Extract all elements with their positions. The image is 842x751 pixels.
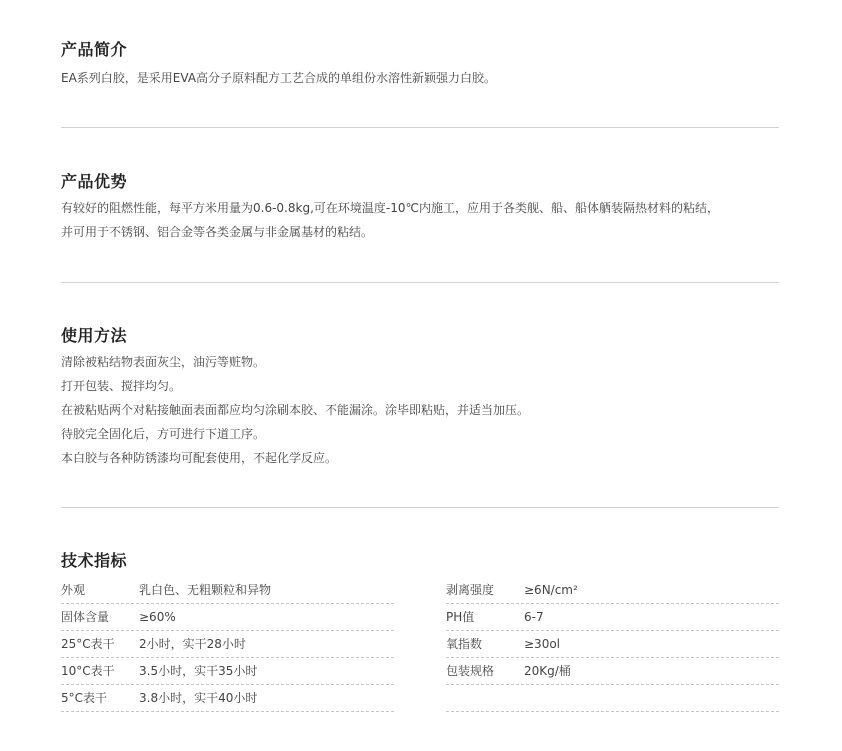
spec-value: 3.5小时，实干35小时 [139,664,258,678]
spec-value: 3.8小时，实干40小时 [139,691,258,705]
divider [61,507,779,508]
spec-row [446,658,779,685]
spec-key: 剥离强度 [446,583,495,597]
spec-value: 2小时，实干28小时 [139,637,246,651]
spec-key: 10°C表干 [61,664,115,678]
spec-row [446,604,779,631]
spec-key: 外观 [61,583,86,597]
specs-left-column [61,577,394,712]
spec-key: PH值 [446,610,475,624]
spec-row [446,631,779,658]
spec-value: ≥6N/cm² [524,583,578,597]
usage-title: 使用方法 [61,326,128,345]
spec-row [61,577,394,604]
divider [61,127,779,128]
spec-key: 5°C表干 [61,691,108,705]
spec-value: 20Kg/桶 [524,664,571,678]
spec-key: 氧指数 [446,637,483,651]
spec-row [61,658,394,685]
spec-value: 6-7 [524,610,544,624]
intro-text: EA系列白胶，是采用EVA高分子原料配方工艺合成的单组份水溶性新颖强力白胶。 [61,71,497,85]
specs-right-column [446,577,779,712]
specs-title: 技术指标 [61,551,128,570]
intro-section [61,40,779,90]
specs-section [61,551,779,571]
intro-title: 产品简介 [61,40,128,59]
spec-key: 25°C表干 [61,637,115,651]
usage-line: 清除被粘结物表面灰尘，油污等赃物。 [61,355,266,369]
advantages-section [61,172,779,244]
spec-row-empty [446,685,779,712]
spec-key: 固体含量 [61,610,110,624]
advantages-line: 并可用于不锈钢、铝合金等各类金属与非金属基材的粘结。 [61,225,374,239]
advantages-title: 产品优势 [61,172,128,191]
usage-line: 本白胶与各种防锈漆均可配套使用，不起化学反应。 [61,451,338,465]
usage-line: 在被粘贴两个对粘接触面表面都应均匀涂刷本胶、不能漏涂。涂毕即粘贴，并适当加压。 [61,403,530,417]
spec-row [446,577,779,604]
spec-row [61,631,394,658]
usage-line: 待胶完全固化后，方可进行下道工序。 [61,427,266,441]
spec-value: ≥30ol [524,637,560,651]
divider [61,282,779,283]
spec-row [61,604,394,631]
spec-value: ≥60% [139,610,176,624]
spec-value: 乳白色、无粗颗粒和异物 [139,583,272,597]
spec-row [61,685,394,712]
usage-section [61,326,779,470]
spec-key: 包装规格 [446,664,495,678]
usage-line: 打开包装、搅拌均匀。 [61,379,182,393]
advantages-line: 有较好的阻燃性能，每平方米用量为0.6-0.8kg,可在环境温度-10℃内施工，应用于各类舰、船、船体舾装隔热材料的粘结， [61,201,719,215]
